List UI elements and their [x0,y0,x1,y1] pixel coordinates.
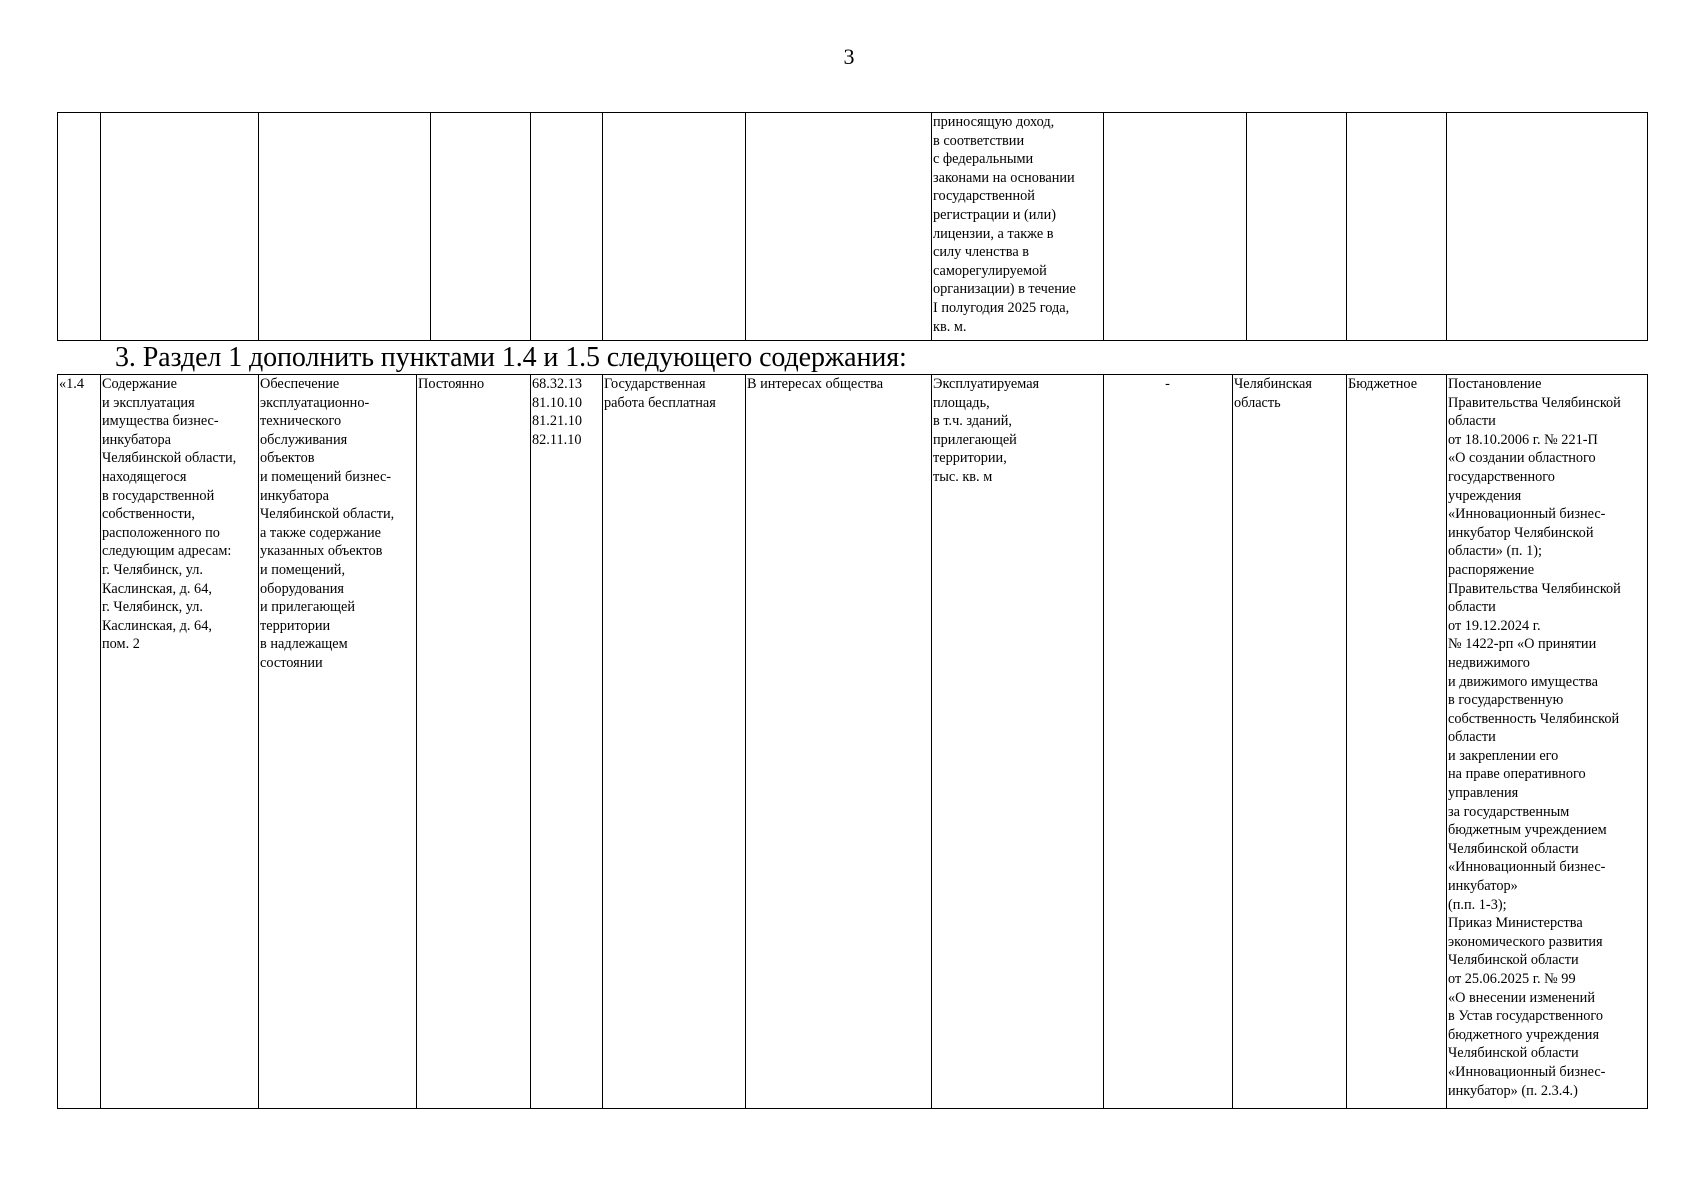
table-cell [1104,113,1247,341]
table-cell [1247,113,1347,341]
periodicity-cell: Постоянно [417,375,531,1109]
okved-codes-cell: 68.32.13 81.10.10 81.21.10 82.11.10 [531,375,603,1109]
service-content-cell: Обеспечение эксплуатационно- технического обслуживания объектов и помещений бизнес- инкубатора Челябинской области, а также содержание указанных объектов и помещений, оборудования и прилегающей территории в надлежащем состоянии [259,375,417,1109]
service-name-cell: Содержание и эксплуатация имущества бизнес- инкубатора Челябинской области, находящегося в государственной собственности, расположенного по следующим адресам: г. Челябинск, ул. Каслинская, д. 64, г. Челябинск, ул. Каслинская, д. 64, пом. 2 [101,375,259,1109]
table-cell [746,113,932,341]
page-number: 3 [843,44,855,69]
table-cell [259,113,431,341]
consumers-cell: В интересах общества [746,375,932,1109]
table-cell [101,113,259,341]
table-cell [603,113,746,341]
table-cell [431,113,531,341]
table-row [58,375,1648,1109]
table-cell [531,113,603,341]
work-type-cell: Государственная работа бесплатная [603,375,746,1109]
table-row [58,113,1648,341]
services-table [57,374,1648,1109]
item-number-cell: «1.4 [58,375,101,1109]
table-cell: приносящую доход, в соответствии с федеральными законами на основании государственной регистрации и (или) лицензии, а также в силу членства в саморегулируемой организации) в течение I полугодия 2025 года, кв. м. [932,113,1104,341]
value-cell: - [1104,375,1233,1109]
legal-basis-cell: Постановление Правительства Челябинской области от 18.10.2006 г. № 221-П «О создании областного государственного учреждения «Инновационный бизнес- инкубатор Челябинской области» (п. 1); распоряжение Правительства Челябинской области от 19.12.2024 г. № 1422-рп «О принятии недвижимого и движимого имущества в государственную собственность Челябинской области и закреплении его на праве оперативного управления за государственным бюджетным учреждением Челябинской области «Инновационный бизнес- инкубатор» (п.п. 1-3); Приказ Министерства экономического развития Челябинской области от 25.06.2025 г. № 99 «О внесении изменений в Устав государственного бюджетного учреждения Челябинской области «Инновационный бизнес- инкубатор» (п. 2.3.4.) [1447,375,1648,1109]
table-cell [58,113,101,341]
indicator-cell: Эксплуатируемая площадь, в т.ч. зданий, прилегающей территории, тыс. кв. м [932,375,1104,1109]
institution-type-cell: Бюджетное [1347,375,1447,1109]
region-cell: Челябинская область [1233,375,1347,1109]
section-heading: 3. Раздел 1 дополнить пунктами 1.4 и 1.5 следующего содержания: [115,342,907,373]
continuation-table [57,112,1648,341]
table-cell [1447,113,1648,341]
table-cell [1347,113,1447,341]
